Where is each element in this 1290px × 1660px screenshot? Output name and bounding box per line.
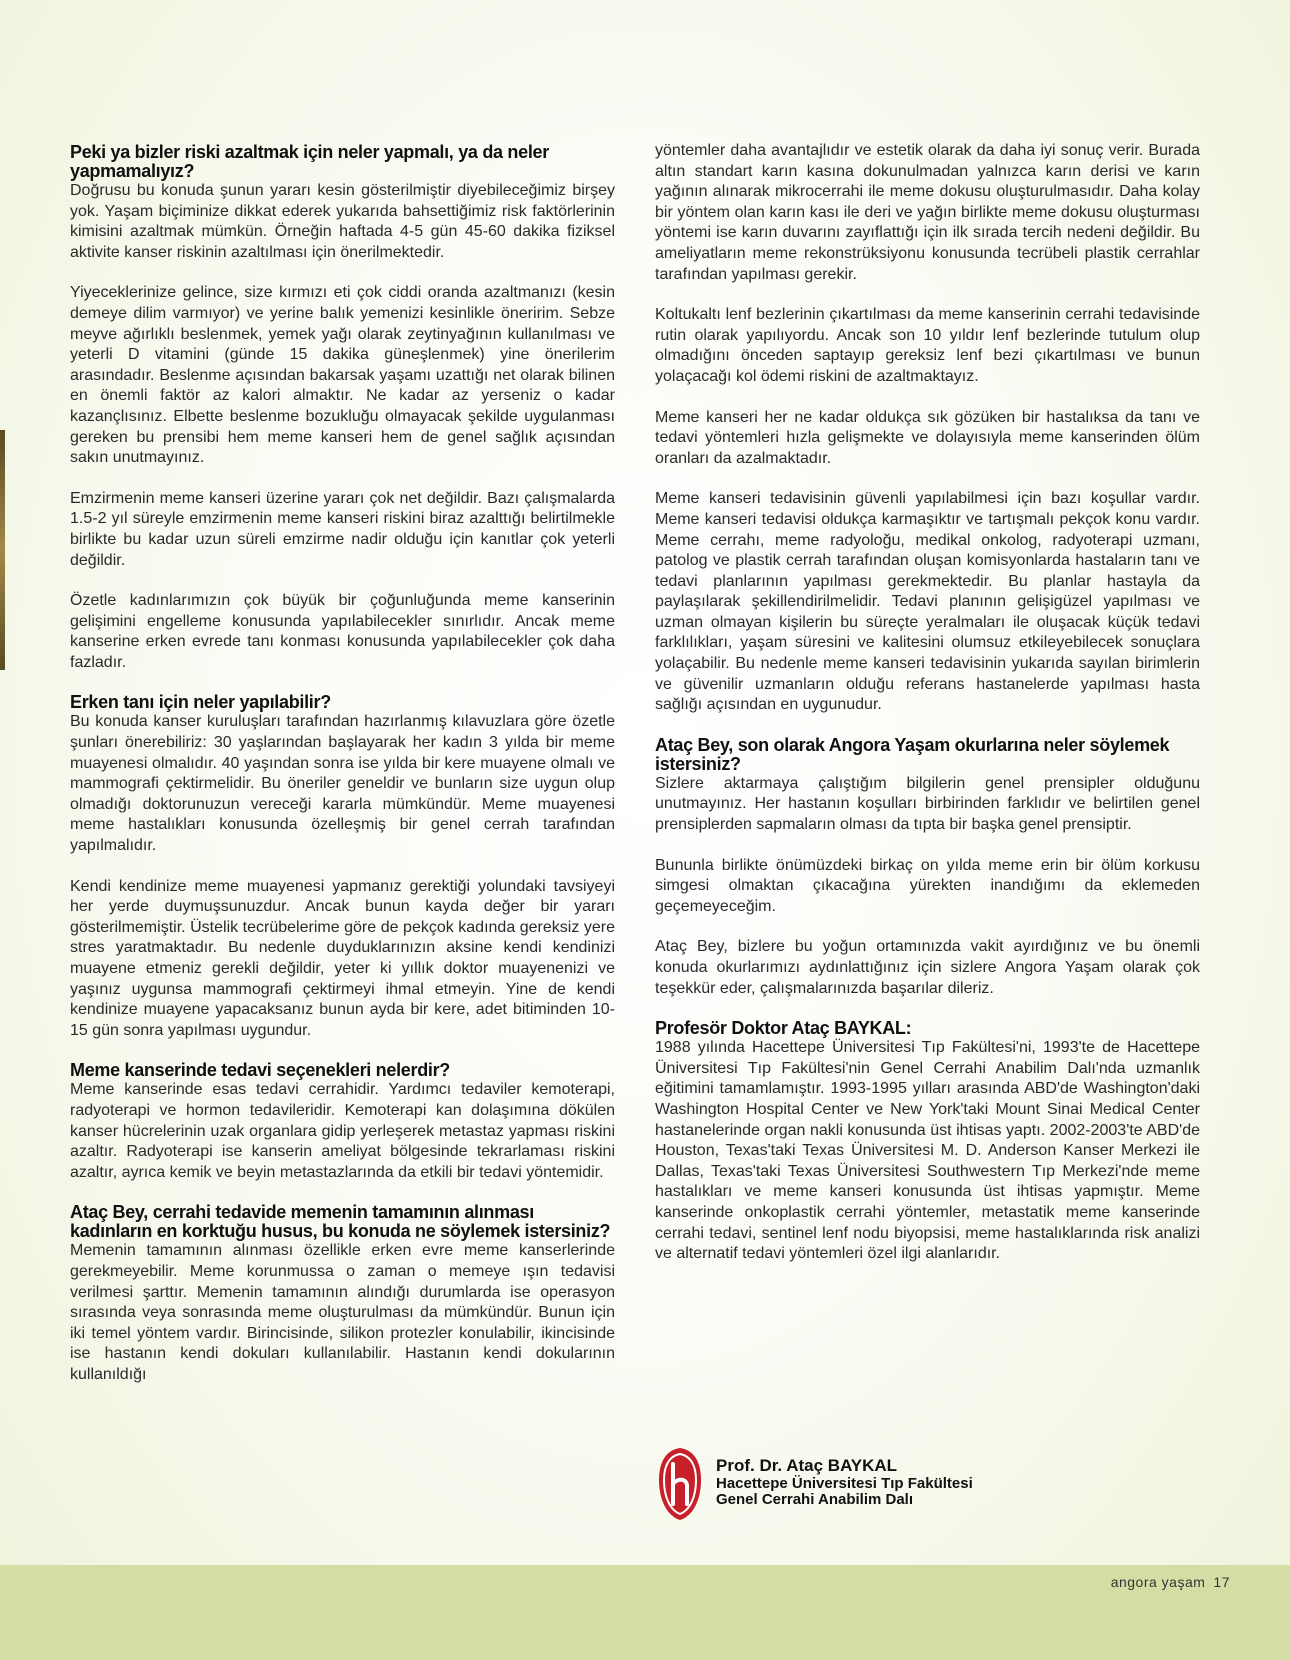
- paragraph: Meme kanserinde esas tedavi cerrahidir. Yardımcı tedaviler kemoterapi, radyoterapi ve hormon tedavileridir. Kemoterapi kan dolaşımına dökülen kanser hücrelerinin uzak organlara gidip yerleşerek metastaz yapması riskini azaltır. Radyoterapi ise kanserin ameliyat bölgesinde tekrarlaması riskini azaltır, ayrıca kemik ve beyin metastazlarında da etkili bir tedavi yöntemidir.: [70, 1081, 615, 1181]
- hacettepe-logo-icon: [656, 1446, 704, 1522]
- paragraph: yöntemler daha avantajlıdır ve estetik olarak da daha iyi sonuç verir. Burada altın standart karın kasına dokunulmadan yalnızca karın derisi ve karın yağının alınarak mikrocerrahi ile meme dokusu oluşturulmasıdır. Daha kolay bir yöntem olan karın kası ile deri ve yağın birlikte meme dokusu oluşturması yöntemi ise karın duvarını zayıflattığı için ilk sırada tercih nedeni değildir. Bu ameliyatların meme rekonstrüksiyonu konusunda tecrübeli plastik cerrahlar tarafından yapılması gerekir.: [655, 142, 1200, 283]
- page-edge-decoration: [0, 430, 5, 670]
- paragraph: Özetle kadınlarımızın çok büyük bir çoğunluğunda meme kanserinin gelişimini engelleme konusunda yapılabilecekler sınırlıdır. Ancak meme kanserine erken evrede tanı konması konusunda yapılabilecekler çok daha fazladır.: [70, 592, 615, 671]
- paragraph: Koltukaltı lenf bezlerinin çıkartılması da meme kanserinin cerrahi tedavisinde rutin olarak yapılıyordu. Ancak son 10 yıldır lenf bezlerinde tutulum olup olmadığını önceden saptayıp gereksiz lenf bezi çıkartılması ve bunun yolaçacağı kol ödemi riskini de azaltmaktayız.: [655, 306, 1200, 385]
- paragraph: Memenin tamamının alınması özellikle erken evre meme kanserlerinde gerekmeyebilir. Meme korunmussa o zaman o memeye ışın tedavisi verilmesi şarttır. Memenin tamamının alındığı durumlarda ise operasyon sırasında veya sonrasında meme oluşturulması da mümkündür. Bunun için iki temel yöntem vardır. Birincisinde, silikon protezler konulabilir, ikincisinde ise hastanın kendi dokuları kullanılabilir. Hastanın kendi dokularının kullanıldığı: [70, 1242, 615, 1383]
- author-department: Genel Cerrahi Anabilim Dalı: [716, 1491, 913, 1508]
- heading-treatment-options: Meme kanserinde tedavi seçenekleri nelerdir?: [70, 1060, 450, 1081]
- paragraph: Meme kanseri tedavisinin güvenli yapılabilmesi için bazı koşullar vardır. Meme kanseri tedavisi oldukça karmaşıktır ve tartışmalı pekçok konu vardır. Meme cerrahı, meme radyoloğu, medikal onkolog, radyoterapi uzmanı, patolog ve plastik cerrah tarafından oluşan komisyonlarda hastaların tanı ve tedavi planlarının yapılması gerekmektedir. Bu planlar hastayla da paylaşılarak şekillendirilmelidir. Tedavi planının gelişigüzel yapılması ve uzman olmayan kişilerin bu süreçte yeralmaları ile oluşacak küçük tedavi farklılıkları, yaşam süresini ve kalitesini olumsuz etkileyebilecek sonuçlara yolaçabilir. Bu nedenle meme kanseri tedavisinin yukarıda sayılan birimlerin ve güvenilir uzmanların olduğu referans hastanelerde yapılması hasta sağlığı açısından en uygunudur.: [655, 490, 1200, 714]
- left-column: [70, 143, 615, 1386]
- right-column: [655, 141, 1200, 1265]
- paragraph: Emzirmenin meme kanseri üzerine yararı çok net değildir. Bazı çalışmalarda 1.5-2 yıl süreyle emzirmenin meme kanseri riskini biraz azalttığı belirtilmekle birlikte bu kadar uzun süreli emzirme nadir olduğu için kanıtlar çok yeterli değildir.: [70, 489, 615, 569]
- heading-biography: Profesör Doktor Ataç BAYKAL:: [655, 1018, 912, 1039]
- footer-label: [1111, 1574, 1230, 1590]
- paragraph: Bununla birlikte önümüzdeki birkaç on yılda meme erin bir ölüm korkusu simgesi olmaktan çıkacağına yürekten inandığımı da eklemeden geçemeyeceğim.: [655, 856, 1200, 915]
- paragraph: Yiyeceklerinize gelince, size kırmızı eti çok ciddi oranda azaltmanızı (kesin demeye dilim varmıyor) ve yerine balık yemenizi kesinlikle öneririm. Sebze meyve ağırlıklı beslenmek, yemek yağı olarak zeytinyağının kullanılması ve yeterli D vitamini (günde 15 dakika güneşlenmek) yine önerilerim arasındadır. Beslenme açısından bakarsak yaşamı uzattığı net olarak bilinen en önemli faktör az kalori almaktır. Ne kadar az yerseniz o kadar kazançlısınız. Elbette beslenme bozukluğu olmayacak şekilde uygulanması gereken bu prensibi hem meme kanseri hem de genel sağlık açısından sakın unutmayınız.: [70, 284, 615, 467]
- paragraph: Sizlere aktarmaya çalıştığım bilgilerin genel prensipler olduğunu unutmayınız. Her hastanın koşulları birbirinden farklıdır ve belirtilen genel prensiplerden sapmaların olması da tıpta bir başka genel prensiptir.: [655, 774, 1200, 834]
- heading-surgical-treatment: Ataç Bey, cerrahi tedavide memenin tamamının alınması kadınların en korktuğu husus, bu konuda ne söylemek istersiniz?: [70, 1202, 611, 1242]
- page-number: 17: [1213, 1574, 1230, 1590]
- paragraph: Bu konuda kanser kuruluşları tarafından hazırlanmış kılavuzlara göre özetle şunları önerebiliriz: 30 yaşlarından başlayarak her kadın 3 yılda bir meme muayenesi olmalıdır. 40 yaşından sonra ise yılda bir kere muayene olmalı ve mammografi çektirmelidir. Bu öneriler geneldir ve bunların size uygun olup olmadığı doktorunuzun vereceği kararla mümkündür. Meme muayenesi meme hastalıkları konusunda özelleşmiş bir genel cerrah tarafından yapılmalıdır.: [70, 713, 615, 855]
- author-institution: Hacettepe Üniversitesi Tıp Fakültesi: [716, 1475, 973, 1492]
- magazine-name: angora yaşam: [1110, 1574, 1206, 1590]
- paragraph: Meme kanseri her ne kadar oldukça sık gözüken bir hastalıksa da tanı ve tedavi yöntemleri hızla gelişmekte ve dolayısıyla meme kanserinden ölüm oranları da azalmaktadır.: [655, 408, 1200, 467]
- signature-text: [716, 1456, 973, 1508]
- author-signature: [656, 1446, 1056, 1526]
- author-name: Prof. Dr. Ataç BAYKAL: [716, 1456, 898, 1475]
- paragraph-biography: 1988 yılında Hacettepe Üniversitesi Tıp Fakültesi'ni, 1993'te de Hacettepe Üniversitesi Tıp Fakültesi'nin Genel Cerrahi Anabilim Dalı'nda uzmanlık eğitimini tamamlamıştır. 1993-1995 yılları arasında ABD'de Washington'daki Washington Hospital Center ve New York'taki Mount Sinai Medical Center hastanelerinde organ nakli konusunda üst ihtisas yaptı. 2002-2003'te ABD'de Houston, Texas'taki Texas Üniversitesi M. D. Anderson Kanser Merkezi ile Dallas, Texas'taki Texas Üniversitesi Southwestern Tıp Merkezi'nde meme hastalıkları ve meme kanseri konusunda üst ihtisas yapmıştır. Meme kanserinde onkoplastik cerrahi yöntemler, metastatik meme kanserinde cerrahi tedavi, sentinel lenf nodu biyopsisi, meme hastalıklarında risk analizi ve alternatif tedavi yöntemleri özel ilgi alanlarıdır.: [655, 1039, 1200, 1263]
- heading-final-message: Ataç Bey, son olarak Angora Yaşam okurlarına neler söylemek istersiniz?: [655, 734, 1170, 774]
- heading-early-diagnosis: Erken tanı için neler yapılabilir?: [70, 692, 331, 713]
- footer-band: [0, 1565, 1290, 1660]
- paragraph: Ataç Bey, bizlere bu yoğun ortamınızda vakit ayırdığınız ve bu önemli konuda okurlarımızı aydınlattığınız için sizlere Angora Yaşam olarak çok teşekkür eder, çalışmalarınızda başarılar dileriz.: [655, 938, 1200, 997]
- paragraph: Doğrusu bu konuda şunun yararı kesin gösterilmiştir diyebileceğimiz birşey yok. Yaşam biçiminize dikkat ederek yukarıda bahsettiğimiz risk faktörlerinin kimisini azaltmak mümkün. Örneğin haftada 4-5 gün 45-60 dakika fiziksel aktivite kanser riskinin azaltılması için önerilmektedir.: [70, 182, 615, 261]
- paragraph: Kendi kendinize meme muayenesi yapmanız gerektiği yolundaki tavsiyeyi her yerde duymuşsunuzdur. Ancak bunun kayda değer bir yararı gösterilmemiştir. Üstelik tecrübelerime göre de pekçok kadında gereksiz yere stres yaratmaktadır. Bu nedenle duyduklarınızın aksine kendi kendinizi muayene etmeniz gerekli değildir, yeter ki yıllık doktor muayenenizi ve yaşınız uygunsa mammografi çektirmeyi ihmal etmeyin. Yine de kendi kendinize muayene yapacaksanız bunun ayda bir kere, adet bitiminden 10-15 gün sonra yapılması uygundur.: [70, 877, 615, 1039]
- heading-risk-reduction: Peki ya bizler riski azaltmak için neler yapmalı, ya da neler yapmamalıyız?: [70, 142, 549, 181]
